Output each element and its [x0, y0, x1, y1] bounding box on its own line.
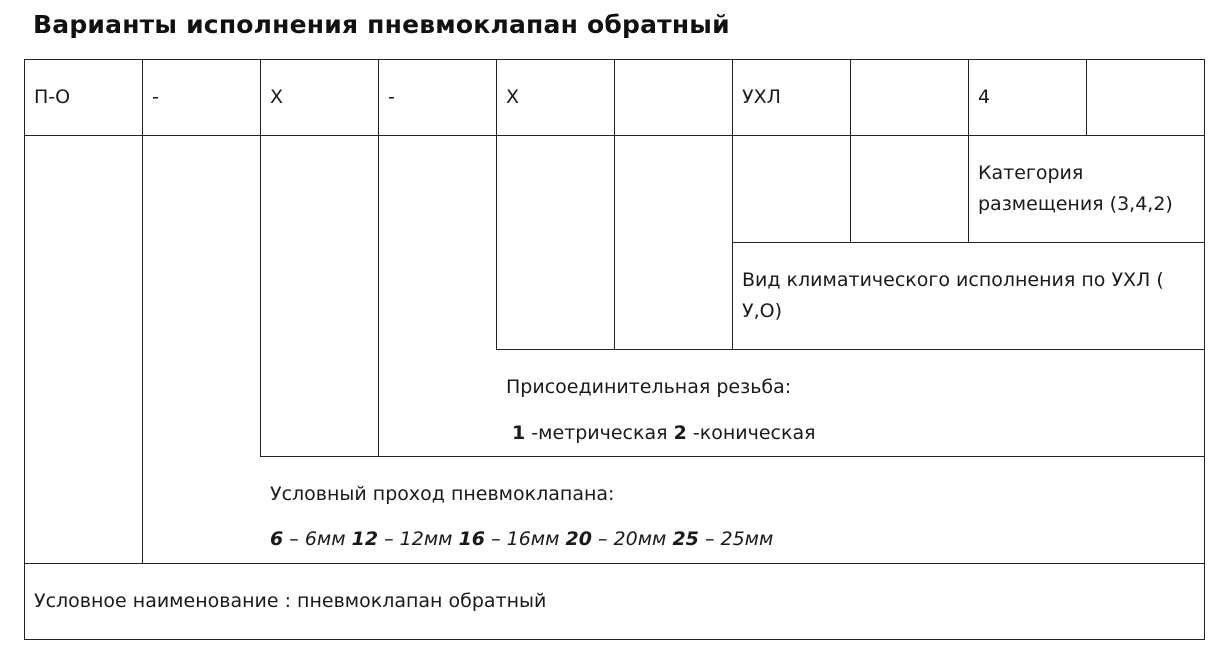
passage-code-6: 6 [270, 528, 284, 550]
thread-text-1: -метрическая [531, 422, 668, 444]
placement-category-text: Категория размещения (3,4,2) [978, 162, 1173, 215]
passage-label: Условный проход пневмоклапана: [270, 483, 615, 505]
thread-label: Присоединительная резьба: [506, 376, 792, 398]
passage-text-20: – 20мм [598, 528, 667, 550]
passage-text-6: – 6мм [289, 528, 346, 550]
climate-version-text: Вид климатического исполнения по УХЛ ( У,О) [742, 269, 1164, 322]
passage-code-12: 12 [351, 528, 379, 550]
page-title: Варианты исполнения пневмоклапан обратный [33, 10, 730, 39]
code-cell-passage: Х [270, 86, 284, 108]
code-cell-placement: 4 [978, 86, 991, 108]
code-cell-thread: Х [506, 86, 520, 108]
code-cell-prefix: П-О [34, 86, 71, 108]
code-cell-climate: УХЛ [742, 86, 781, 108]
thread-code-2: 2 [673, 422, 687, 444]
passage-text-12: – 12мм [384, 528, 453, 550]
code-cell-dash-1: - [152, 86, 159, 108]
thread-options [512, 418, 816, 449]
thread-code-1: 1 [512, 422, 526, 444]
passage-code-16: 16 [458, 528, 486, 550]
passage-text-16: – 16мм [491, 528, 560, 550]
thread-text-2: -коническая [692, 422, 816, 444]
passage-code-25: 25 [672, 528, 699, 550]
passage-options [270, 524, 773, 555]
passage-code-20: 20 [565, 528, 592, 550]
code-cell-dash-2: - [388, 86, 395, 108]
passage-text-25: – 25мм [704, 528, 774, 550]
designation-text: Условное наименование : пневмоклапан обратный [34, 590, 547, 612]
